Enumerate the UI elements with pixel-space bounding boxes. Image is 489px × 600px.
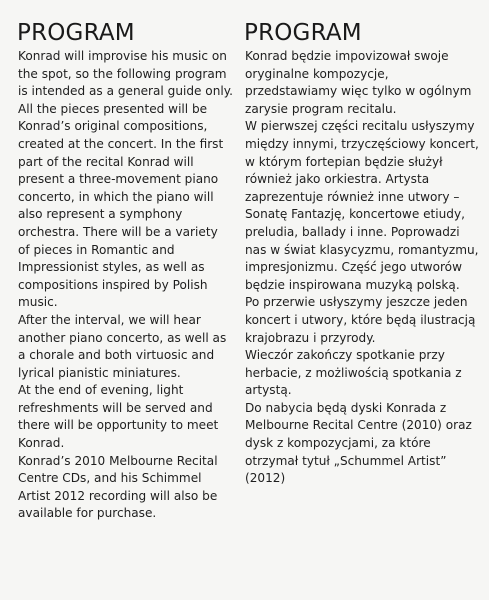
polish-text-line: dysk z kompozycjami, za które: [245, 436, 431, 451]
polish-text-line: Melbourne Recital Centre (2010) oraz: [245, 418, 472, 433]
english-text-line: lyrical pianistic miniatures.: [18, 365, 181, 380]
english-heading: PROGRAM: [17, 20, 135, 46]
english-paragraph: [18, 48, 240, 101]
english-paragraph: [18, 312, 240, 382]
english-text-line: orchestra. There will be a variety: [18, 224, 218, 239]
polish-text-line: impresjonizmu. Część jego utworów: [245, 260, 462, 275]
english-text-line: At the end of evening, light: [18, 383, 184, 398]
english-text-line: is intended as a general guide only.: [18, 84, 233, 99]
polish-text-line: preludia, ballady i inne. Poprowadzi: [245, 224, 460, 239]
english-text-line: of pieces in Romantic and: [18, 242, 175, 257]
english-text-line: After the interval, we will hear: [18, 312, 201, 327]
polish-text-line: zaprezentuje również inne utwory –: [245, 189, 460, 204]
english-paragraph: [18, 453, 240, 523]
english-text-line: there will be opportunity to meet: [18, 418, 219, 433]
english-text-line: Impressionist styles, as well as: [18, 260, 205, 275]
polish-text-line: będzie inspirowana muzyką polską.: [245, 277, 460, 292]
polish-text-line: między innymi, trzyczęściowy koncert,: [245, 136, 479, 151]
english-text-line: also represent a symphony: [18, 207, 183, 222]
english-text-line: Artist 2012 recording will also be: [18, 488, 218, 503]
polish-text-line: nas w świat klasycyzmu, romantyzmu,: [245, 242, 479, 257]
english-text-line: Konrad.: [18, 436, 65, 451]
english-text-line: Centre CDs, and his Schimmel: [18, 471, 202, 486]
english-text-line: present a three-movement piano: [18, 172, 219, 187]
polish-text-line: w którym fortepian będzie służył: [245, 154, 443, 169]
polish-text-line: herbacie, z możliwością spotkania z: [245, 365, 462, 380]
polish-text-line: otrzymał tytuł „Schummel Artist”: [245, 453, 447, 468]
english-text-line: the spot, so the following program: [18, 66, 227, 81]
polish-text-line: artystą.: [245, 383, 292, 398]
english-paragraph: [18, 101, 240, 312]
polish-paragraph: [245, 400, 483, 488]
english-body: [18, 48, 240, 523]
english-text-line: Konrad’s original compositions,: [18, 119, 208, 134]
polish-text-line: Do nabycia będą dyski Konrada z: [245, 400, 447, 415]
polish-heading: PROGRAM: [244, 20, 362, 46]
english-text-line: compositions inspired by Polish: [18, 277, 208, 292]
polish-text-line: również jako orkiestra. Artysta: [245, 172, 430, 187]
polish-text-line: W pierwszej części recitalu usłyszymy: [245, 119, 475, 134]
polish-text-line: oryginalne kompozycje,: [245, 66, 389, 81]
polish-paragraph: [245, 347, 483, 400]
english-text-line: All the pieces presented will be: [18, 101, 208, 116]
polish-text-line: Konrad będzie impovizował swoje: [245, 49, 449, 63]
polish-paragraph: [245, 118, 483, 294]
polish-text-line: Wieczór zakończy spotkanie przy: [245, 348, 445, 363]
english-text-line: part of the recital Konrad will: [18, 154, 194, 169]
english-paragraph: [18, 382, 240, 452]
english-text-line: refreshments will be served and: [18, 400, 213, 415]
polish-paragraph: [245, 48, 483, 118]
english-text-line: another piano concerto, as well as: [18, 330, 227, 345]
english-text-line: created at the concert. In the first: [18, 136, 224, 151]
polish-text-line: krajobrazu i przyrody.: [245, 330, 376, 345]
english-text-line: Konrad’s 2010 Melbourne Recital: [18, 453, 218, 468]
english-text-line: music.: [18, 295, 58, 310]
polish-text-line: przedstawiamy więc tylko w ogólnym: [245, 84, 472, 99]
polish-column: [245, 18, 483, 488]
polish-text-line: (2012): [245, 471, 286, 486]
english-text-line: a chorale and both virtuosic and: [18, 348, 215, 363]
english-text-line: available for purchase.: [18, 506, 157, 521]
polish-body: [245, 48, 483, 488]
polish-text-line: Sonatę Fantazję, koncertowe etiudy,: [245, 207, 465, 222]
polish-text-line: koncert i utwory, które będą ilustracją: [245, 312, 476, 327]
english-column: [18, 18, 240, 523]
english-text-line: Konrad will improvise his music on: [18, 49, 227, 63]
polish-paragraph: [245, 294, 483, 347]
polish-text-line: Po przerwie usłyszymy jeszcze jeden: [245, 295, 468, 310]
english-text-line: concerto, in which the piano will: [18, 189, 214, 204]
polish-text-line: zarysie program recitalu.: [245, 101, 397, 116]
